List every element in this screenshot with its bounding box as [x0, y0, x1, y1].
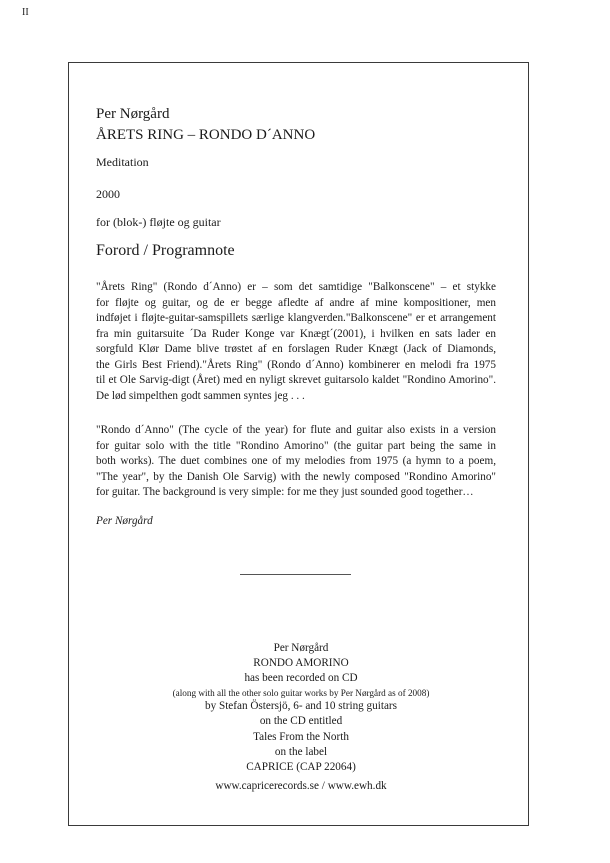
english-paragraph — [96, 423, 496, 501]
recording-work: RONDO AMORINO — [253, 657, 349, 670]
work-title: ÅRETS RING – RONDO D´ANNO — [96, 127, 316, 143]
paragraph-line: "Årets Ring" (Rondo d´Anno) er – som det samtidige "Balkonscene" – et stykke — [96, 281, 496, 293]
paragraph-line: til et Ole Sarvig-digt (Året) med en nyligt skrevet guitarsolo kaldet "Rondino Amorino". — [96, 374, 496, 386]
recording-line: has been recorded on CD — [244, 672, 358, 685]
page-number: II — [22, 7, 29, 18]
paragraph-line: indføjet i fløjte-guitar-samspillets særlige klangverden."Balkonscene" er et arrangement — [96, 312, 496, 324]
recording-info — [120, 641, 482, 775]
instrumentation: for (blok-) fløjte og guitar — [96, 215, 221, 229]
paragraph-line: for guitar solo with the title "Rondino Amorino" (the guitar part being the same in — [96, 439, 496, 452]
recording-line: on the label — [274, 745, 328, 758]
paragraph-line: De lød simpelthen godt sammen syntes jeg . . . — [96, 389, 305, 402]
recording-note: (along with all the other solo guitar works by Per Nørgård as of 2008) — [172, 687, 430, 698]
paragraph-line: for fløjte og guitar, og de er begge afledte af andre af mine kompositioner, men — [96, 296, 496, 309]
danish-paragraph — [96, 280, 496, 404]
paragraph-line: "The year", by the Danish Ole Sarvig) with the newly composed "Rondino Amorino" — [96, 470, 496, 483]
section-heading: Forord / Programnote — [96, 242, 235, 259]
paragraph-line: "Rondo d´Anno" (The cycle of the year) for flute and guitar also exists in a version — [96, 424, 496, 436]
recording-label: CAPRICE (CAP 22064) — [246, 760, 356, 773]
recording-composer: Per Nørgård — [273, 642, 329, 654]
work-year: 2000 — [96, 187, 120, 201]
paragraph-line: sorgfuld Klør Dame blive trøstet af en forslagen Ruder Knægt (Jack of Diamonds, — [96, 343, 496, 355]
main-content — [96, 104, 496, 527]
paragraph-line: for guitar. The background is very simple: for me they just sounded good together… — [96, 486, 474, 498]
paragraph-line: the Girls Best Friend)."Årets Ring" (Rondo d´Anno) kombinerer en melodi fra 1975 — [96, 358, 496, 371]
paragraph-line: both works). The duet combines one of my melodies from 1975 (a hymn to a poem, — [96, 455, 496, 467]
signature: Per Nørgård — [96, 514, 153, 527]
paragraph-line: fra min guitarsuite ´Da Ruder Konge var Knægt´(2001), i hvilken en sats lader en — [96, 327, 496, 340]
recording-performer: by Stefan Östersjö, 6- and 10 string guitars — [204, 700, 398, 713]
work-subtitle: Meditation — [96, 155, 149, 169]
composer-name: Per Nørgård — [96, 106, 170, 122]
recording-line: on the CD entitled — [259, 715, 343, 728]
recording-cd-title: Tales From the North — [253, 730, 349, 743]
website-links[interactable]: www.capricerecords.se / www.ewh.dk — [215, 780, 387, 792]
divider — [240, 574, 351, 575]
